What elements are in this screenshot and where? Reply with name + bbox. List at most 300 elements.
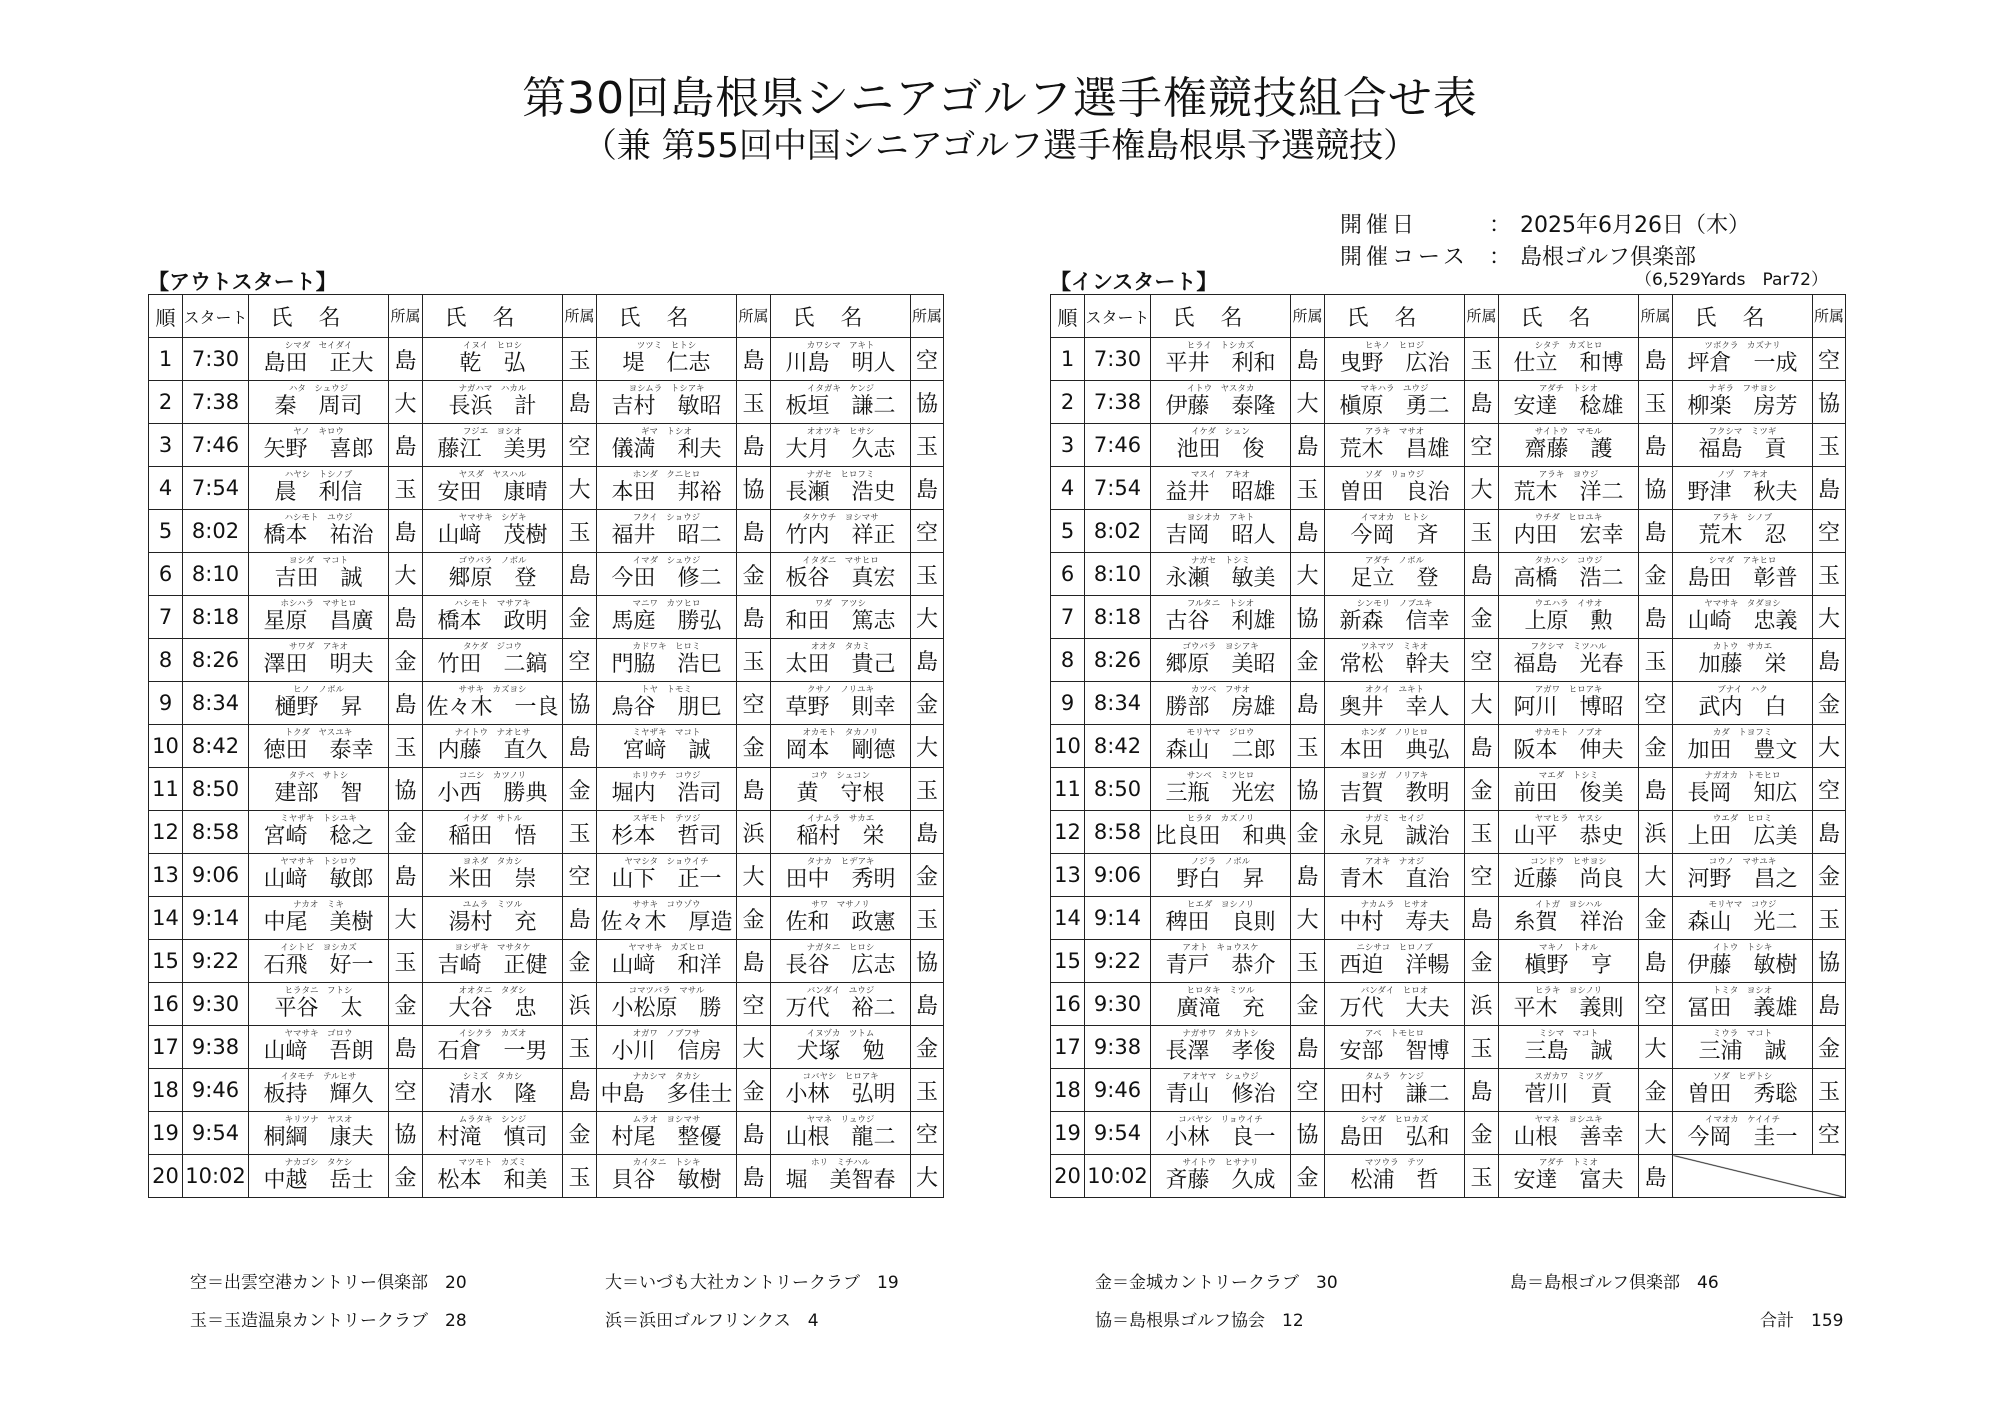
player-affiliation: 浜 [563,983,597,1026]
player-name: 坪倉 一成 [1687,351,1798,376]
player-furigana: ヒロタキ ミツル [1186,986,1255,996]
table-row [1051,424,1846,467]
player-affiliation: 協 [911,381,944,424]
player-name-cell [423,768,563,811]
table-row [1051,467,1846,510]
player-affiliation: 玉 [911,1069,944,1112]
start-time: 9:46 [1085,1069,1151,1112]
start-time: 10:02 [1085,1155,1151,1198]
player-furigana: アダチ トミオ [1539,1158,1598,1168]
row-number: 20 [149,1155,183,1198]
player-name: 新森 信幸 [1339,609,1450,634]
player-name-cell [597,768,737,811]
player-name: 青戸 恭介 [1165,953,1276,978]
player-affiliation: 玉 [563,510,597,553]
player-name: 内田 宏幸 [1513,523,1624,548]
player-name: 三島 誠 [1524,1039,1613,1064]
table-row [1051,1069,1846,1112]
start-time: 7:54 [183,467,249,510]
player-furigana: ワダ アツシ [815,599,866,609]
player-name-cell [423,1155,563,1198]
player-name-cell [1325,467,1465,510]
player-affiliation: 大 [389,897,423,940]
player-name: 湯村 充 [448,910,537,935]
player-name-cell [1325,381,1465,424]
player-name: 今岡 斉 [1350,523,1439,548]
player-affiliation: 玉 [737,639,771,682]
player-name: 大月 久志 [785,437,896,462]
player-affiliation: 島 [737,424,771,467]
player-furigana: ヤマヒラ ヤスシ [1534,814,1603,824]
player-furigana: カダ トヨフミ [1712,728,1773,738]
player-furigana: ササキ コウゾウ [632,900,701,910]
player-name: 徳田 泰幸 [263,738,374,763]
row-number: 11 [1051,768,1085,811]
player-name-cell [1673,682,1813,725]
player-furigana: イシトビ ヨシカズ [280,943,357,953]
player-name-cell [423,1069,563,1112]
player-affiliation: 空 [911,510,944,553]
start-time: 9:06 [183,854,249,897]
player-furigana: ナカゴシ タケシ [284,1158,353,1168]
player-name: 稲村 栄 [796,824,885,849]
player-name: 堤 仁志 [622,351,711,376]
row-number: 3 [1051,424,1085,467]
player-name-cell [1325,596,1465,639]
start-time: 8:58 [183,811,249,854]
player-name-cell [1499,1112,1639,1155]
player-affiliation: 玉 [1813,424,1846,467]
player-affiliation: 空 [563,424,597,467]
start-time: 8:10 [1085,553,1151,596]
row-number: 18 [149,1069,183,1112]
player-furigana: シマダ セイダイ [284,341,353,351]
player-name-cell [1151,1026,1291,1069]
player-affiliation: 島 [911,639,944,682]
player-affiliation: 玉 [911,424,944,467]
start-time: 10:02 [183,1155,249,1198]
player-name: 太田 貴己 [785,652,896,677]
player-affiliation: 空 [911,338,944,381]
player-affiliation: 島 [737,1112,771,1155]
row-number: 19 [1051,1112,1085,1155]
player-name: 安達 富夫 [1513,1168,1624,1193]
player-affiliation: 金 [563,940,597,983]
player-furigana: コンドウ ヒサヨシ [1530,857,1607,867]
player-affiliation: 島 [1639,424,1673,467]
header-name: 氏名 [597,295,737,338]
player-name: 西迫 洋暢 [1339,953,1450,978]
player-furigana: イヌイ ヒロシ [462,341,523,351]
start-time: 7:46 [1085,424,1151,467]
player-name: 竹内 祥正 [785,523,896,548]
header-affiliation: 所属 [737,295,771,338]
start-time: 8:26 [183,639,249,682]
player-name-cell [249,940,389,983]
player-name-cell [1325,768,1465,811]
player-affiliation: 玉 [1291,725,1325,768]
course-yardage: （6,529Yards Par72） [1635,270,1828,290]
player-furigana: ヤマサキ シゲキ [458,513,527,523]
table-row [1051,940,1846,983]
player-affiliation: 島 [1465,897,1499,940]
in-start-label: 【インスタート】 [1050,270,1218,294]
player-name-cell [249,381,389,424]
player-affiliation: 島 [737,510,771,553]
player-furigana: ハシモト ユウジ [284,513,353,523]
table-row [149,596,944,639]
start-time: 9:14 [183,897,249,940]
player-name-cell [771,467,911,510]
start-time: 8:18 [1085,596,1151,639]
player-furigana: ツツミ ヒトシ [636,341,697,351]
player-name: 三瓶 光宏 [1165,781,1276,806]
player-affiliation: 島 [389,338,423,381]
player-name: 宮﨑 誠 [622,738,711,763]
legend-kin: 金＝金城カントリークラブ 30 [1095,1273,1338,1293]
player-furigana: ヨネダ タカシ [462,857,523,867]
player-furigana: ハシモト マサアキ [454,599,531,609]
player-furigana: アオキ ナオジ [1364,857,1425,867]
player-furigana: アラキ シノブ [1712,513,1773,523]
player-name: 山平 恭史 [1513,824,1624,849]
start-time: 8:26 [1085,639,1151,682]
player-affiliation: 島 [563,725,597,768]
player-furigana: モリヤマ コウジ [1708,900,1777,910]
player-furigana: コバヤシ リョウイチ [1178,1115,1263,1125]
player-name: 阿川 博昭 [1513,695,1624,720]
header-no: 順 [1051,295,1085,338]
player-name-cell [771,854,911,897]
player-furigana: イケダ シュン [1191,427,1250,437]
player-affiliation: 玉 [389,725,423,768]
player-furigana: バンダイ ヒロオ [1360,986,1429,996]
row-number: 14 [149,897,183,940]
player-name-cell [249,682,389,725]
table-row [149,510,944,553]
player-furigana: ヨシダ マコト [288,556,349,566]
header-name: 氏名 [249,295,389,338]
player-affiliation: 大 [1813,725,1846,768]
table-row [149,897,944,940]
player-furigana: イタモチ テルヒサ [280,1072,357,1082]
player-name: 乾 弘 [459,351,526,376]
header-name: 氏名 [1499,295,1639,338]
player-name-cell [423,338,563,381]
player-affiliation: 金 [911,854,944,897]
player-name: 仕立 和博 [1513,351,1624,376]
player-furigana: アガワ ヒロアキ [1534,685,1603,695]
player-name-cell [597,725,737,768]
player-name-cell [597,1026,737,1069]
player-name-cell [249,854,389,897]
player-affiliation: 玉 [1639,639,1673,682]
player-name-cell [1673,381,1813,424]
player-affiliation: 金 [911,1026,944,1069]
player-name: 柳楽 房芳 [1687,394,1798,419]
player-name: 福島 貢 [1698,437,1787,462]
player-name-cell [597,983,737,1026]
player-furigana: アベ トモヒロ [1364,1029,1425,1039]
table-row [1051,682,1846,725]
player-affiliation: 玉 [1465,338,1499,381]
header-affiliation: 所属 [1465,295,1499,338]
player-furigana: マキノ トオル [1538,943,1599,953]
out-start-label: 【アウトスタート】 [148,270,337,294]
player-affiliation: 島 [1639,338,1673,381]
player-name-cell [1151,596,1291,639]
player-furigana: オガワ ノブフサ [632,1029,701,1039]
player-name: 田中 秀明 [785,867,896,892]
table-row [149,854,944,897]
player-furigana: ムラタキ シンジ [458,1115,527,1125]
player-affiliation: 大 [1465,682,1499,725]
player-affiliation: 玉 [1291,940,1325,983]
player-name: 橋本 政明 [437,609,548,634]
player-name-cell [1499,811,1639,854]
player-affiliation: 島 [1639,768,1673,811]
header-affiliation: 所属 [1813,295,1846,338]
player-furigana: アラキ ヨウジ [1538,470,1599,480]
player-furigana: ミシマ マコト [1538,1029,1599,1039]
player-name-cell [1151,811,1291,854]
player-name-cell [1151,338,1291,381]
table-row [1051,510,1846,553]
player-name: 米田 崇 [448,867,537,892]
player-name: 中尾 美樹 [263,910,374,935]
header-name: 氏名 [1151,295,1291,338]
player-affiliation: 島 [1813,639,1846,682]
player-affiliation: 空 [389,1069,423,1112]
player-name: 曽田 良治 [1339,480,1450,505]
header-name: 氏名 [771,295,911,338]
player-name-cell [771,596,911,639]
player-name-cell [423,553,563,596]
player-name-cell [1499,467,1639,510]
table-row [149,1155,944,1198]
player-furigana: ギマ トシオ [640,427,692,437]
player-name: 阪本 伸夫 [1513,738,1624,763]
table-row [149,983,944,1026]
player-affiliation: 島 [1465,553,1499,596]
row-number: 9 [1051,682,1085,725]
player-name-cell [249,811,389,854]
player-name-cell [597,1069,737,1112]
player-furigana: シマダ ヒロカズ [1360,1115,1429,1125]
player-name: 近藤 尚良 [1513,867,1624,892]
row-number: 17 [1051,1026,1085,1069]
player-affiliation: 島 [1813,467,1846,510]
player-affiliation: 島 [1639,596,1673,639]
player-furigana: アオト キョウスケ [1182,943,1259,953]
player-name-cell [1499,424,1639,467]
player-name-cell [249,768,389,811]
player-affiliation: 協 [389,768,423,811]
start-time: 7:38 [1085,381,1151,424]
player-affiliation: 島 [737,768,771,811]
player-name: 星原 昌廣 [263,609,374,634]
player-name: 稗田 良則 [1165,910,1276,935]
player-name: 本田 典弘 [1339,738,1450,763]
player-furigana: ヨシオカ アキト [1186,513,1255,523]
player-name: 竹田 二鎬 [437,652,548,677]
player-furigana: スギモト テツジ [632,814,701,824]
start-time: 9:54 [183,1112,249,1155]
player-name-cell [249,338,389,381]
player-furigana: イナダ サトル [462,814,523,824]
player-name-cell [249,897,389,940]
player-furigana: イナムラ サカエ [806,814,875,824]
table-row [149,424,944,467]
player-name: 佐和 政憲 [785,910,896,935]
player-furigana: ホリ ミチハル [811,1158,870,1168]
player-furigana: ホシハラ マサヒロ [280,599,357,609]
player-affiliation: 金 [737,897,771,940]
player-name-cell [771,381,911,424]
player-name-cell [771,940,911,983]
player-name: 山根 龍二 [785,1125,896,1150]
player-name: 長浜 計 [448,394,537,419]
player-name-cell [1673,338,1813,381]
start-time: 9:14 [1085,897,1151,940]
start-time: 8:18 [183,596,249,639]
row-number: 9 [149,682,183,725]
player-affiliation: 空 [737,682,771,725]
player-furigana: フクシマ ミツハル [1530,642,1607,652]
player-affiliation: 協 [563,682,597,725]
header-name: 氏名 [1325,295,1465,338]
player-furigana: ニシサコ ヒロノブ [1356,943,1433,953]
start-time: 7:38 [183,381,249,424]
player-name: 板持 輝久 [263,1082,374,1107]
row-number: 10 [149,725,183,768]
player-affiliation: 金 [1639,1069,1673,1112]
player-name: 森山 二郎 [1165,738,1276,763]
player-affiliation: 空 [563,639,597,682]
player-furigana: ムラオ ヨシマサ [632,1115,701,1125]
player-furigana: ナイトウ ナオヒサ [454,728,531,738]
player-affiliation: 島 [911,811,944,854]
player-affiliation: 空 [563,854,597,897]
player-affiliation: 空 [1639,682,1673,725]
legend-sora: 空＝出雲空港カントリー倶楽部 20 [190,1273,467,1293]
row-number: 18 [1051,1069,1085,1112]
table-row [1051,897,1846,940]
player-name: 桐綱 康夫 [263,1125,374,1150]
header-name: 氏名 [1673,295,1813,338]
player-name: 長瀬 浩史 [785,480,896,505]
player-name: 樋野 昇 [274,695,363,720]
player-affiliation: 金 [389,983,423,1026]
player-furigana: タカハシ コウジ [1534,556,1603,566]
table-row [149,338,944,381]
player-name: 島田 正大 [263,351,374,376]
player-affiliation: 島 [911,467,944,510]
row-number: 20 [1051,1155,1085,1198]
player-name-cell [423,811,563,854]
player-name-cell [1499,338,1639,381]
start-time: 7:30 [1085,338,1151,381]
row-number: 1 [1051,338,1085,381]
player-affiliation: 島 [1291,854,1325,897]
player-name-cell [1325,338,1465,381]
start-time: 9:22 [183,940,249,983]
player-name-cell [597,338,737,381]
player-name-cell [597,467,737,510]
row-number: 2 [149,381,183,424]
player-furigana: サイトウ ヒサナリ [1182,1158,1259,1168]
player-name: 建部 智 [274,781,363,806]
row-number: 14 [1051,897,1085,940]
player-name: 山﨑 和洋 [611,953,722,978]
player-affiliation: 協 [1813,940,1846,983]
player-name-cell [1151,768,1291,811]
player-furigana: コウノ マサユキ [1708,857,1777,867]
player-name-cell [1499,983,1639,1026]
player-name: 冨田 義雄 [1687,996,1798,1021]
start-time: 9:06 [1085,854,1151,897]
player-affiliation: 金 [563,1112,597,1155]
player-furigana: アダチ トシオ [1539,384,1598,394]
table-row [1051,725,1846,768]
player-name: 伊藤 泰隆 [1165,394,1276,419]
player-name: 奥井 幸人 [1339,695,1450,720]
player-name: 福井 昭二 [611,523,722,548]
player-furigana: ナガタニ ヒロシ [806,943,875,953]
player-name-cell [597,1112,737,1155]
player-affiliation: 協 [911,940,944,983]
player-name: 野津 秋夫 [1687,480,1798,505]
player-affiliation: 島 [389,510,423,553]
player-furigana: フルタニ トシオ [1186,599,1255,609]
player-name: 佐々木 厚造 [600,910,733,935]
start-time: 8:58 [1085,811,1151,854]
player-name-cell [597,682,737,725]
player-name-cell [771,338,911,381]
player-affiliation: 大 [389,553,423,596]
player-affiliation: 島 [389,424,423,467]
player-furigana: ヤノ キロウ [293,427,344,437]
player-furigana: アラキ マサオ [1364,427,1425,437]
player-name-cell [249,424,389,467]
table-row [149,467,944,510]
player-name: 小林 良一 [1165,1125,1276,1150]
player-affiliation: 島 [737,338,771,381]
player-name: 益井 昭雄 [1165,480,1276,505]
player-name-cell [597,854,737,897]
player-name-cell [423,467,563,510]
player-name-cell [1673,854,1813,897]
player-name-cell [249,510,389,553]
player-affiliation: 大 [1291,897,1325,940]
player-name: 吉田 誠 [274,566,363,591]
player-affiliation: 大 [1291,553,1325,596]
player-name-cell [1151,639,1291,682]
start-time: 9:46 [183,1069,249,1112]
header-start: スタート [1085,295,1151,338]
player-name-cell [423,897,563,940]
player-affiliation: 島 [389,596,423,639]
player-name-cell [1151,1112,1291,1155]
player-affiliation: 金 [1639,553,1673,596]
player-name-cell [1325,1112,1465,1155]
player-name: 比良田 和典 [1154,824,1287,849]
player-affiliation: 金 [389,1155,423,1198]
row-number: 4 [1051,467,1085,510]
player-name-cell [249,1026,389,1069]
row-number: 6 [149,553,183,596]
player-furigana: ヒラタ カズノリ [1186,814,1255,824]
